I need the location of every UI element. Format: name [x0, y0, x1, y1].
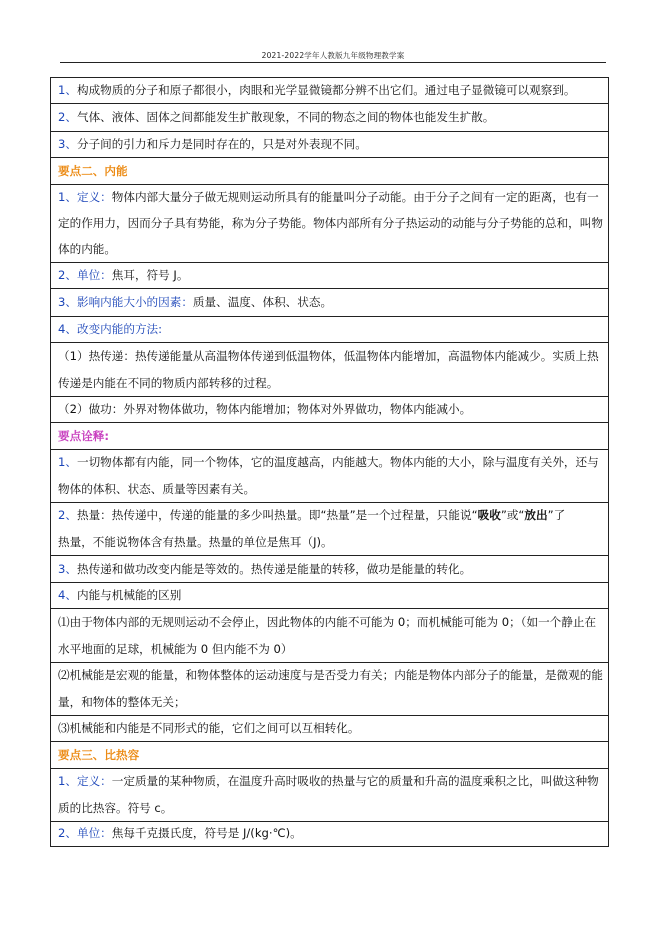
text-span: （1）热传递：热传递能量从高温物体传递到低温物体，低温物体内能增加，高温物体内能减少。实质上热	[58, 349, 599, 363]
row-text	[58, 136, 602, 152]
text-row	[51, 370, 608, 397]
text-row	[51, 476, 608, 503]
text-span: ⑶机械能和内能是不同形式的能，它们之间可以互相转化。	[58, 721, 360, 735]
text-row	[51, 583, 608, 609]
page-header: 2021-2022学年人教版九年级物理教学案	[261, 51, 405, 60]
term-label: 4、改变内能的方法:	[58, 322, 163, 336]
text-row	[51, 343, 608, 370]
text-span: 物体内部大量分子做无规则运动所具有的能量叫分子动能。由于分子之间有一定的距离，也有一	[111, 190, 599, 204]
text-row	[51, 503, 608, 529]
row-text	[58, 667, 602, 683]
section-heading: 要点三、比热容	[58, 748, 140, 762]
text-span: 热量：热传递中，传递的能量的多少叫热量。即“热量”是一个过程量，只能说“	[76, 508, 478, 522]
text-span: 构成物质的分子和原子都很小，肉眼和光学显微镜都分辨不出它们。通过电子显微镜可以观察到。	[76, 83, 576, 97]
text-row	[51, 211, 608, 236]
text-row	[51, 317, 608, 343]
text-span: 热传递和做功改变内能是等效的。热传递是能量的转移，做功是能量的转化。	[76, 562, 472, 576]
text-row	[51, 742, 608, 769]
term-label: 2、单位：	[58, 268, 112, 282]
text-span: 内能与机械能的区别	[76, 588, 182, 602]
text-span: ⑴由于物体内部的无规则运动不会停止，因此物体的内能不可能为 0；而机械能可能为 0；（如一个静止在	[58, 615, 597, 629]
text-span: ”或“	[500, 508, 525, 522]
text-row	[51, 769, 608, 795]
text-span: 传递是内能在不同的物质内部转移的过程。	[58, 376, 279, 390]
header-divider	[60, 62, 606, 63]
row-text	[58, 109, 602, 125]
text-span: 放出	[524, 508, 548, 522]
row-text	[58, 321, 602, 337]
text-span: 量，和物体的整体无关；	[58, 695, 186, 709]
text-row	[51, 716, 608, 742]
text-span: 定的作用力，因而分子具有势能，称为分子势能。物体内部所有分子热运动的动能与分子势能的总和，叫物	[58, 216, 603, 230]
row-text	[58, 800, 602, 816]
row-text	[58, 747, 602, 763]
item-number: 1、	[58, 83, 77, 97]
row-text	[58, 614, 602, 630]
row-text	[58, 215, 602, 231]
text-span: 一定质量的某种物质，在温度升高时吸收的热量与它的质量和升高的温度乘积之比，叫做这种物	[111, 774, 599, 788]
text-row	[51, 289, 608, 317]
text-span: ”了	[547, 508, 566, 522]
text-span: 分子间的引力和斥力是同时存在的，只是对外表现不同。	[76, 137, 367, 151]
row-text	[58, 720, 602, 736]
row-text	[58, 694, 602, 710]
text-span: 质的比热容。符号 c。	[58, 801, 173, 815]
item-number: 2、	[58, 508, 77, 522]
term-label: 1、定义：	[58, 774, 112, 788]
row-text	[58, 481, 602, 497]
row-text	[58, 825, 602, 841]
row-text	[58, 428, 602, 444]
item-number: 2、	[58, 110, 77, 124]
text-row	[51, 689, 608, 716]
text-row	[51, 236, 608, 263]
row-text	[58, 401, 602, 417]
text-row	[51, 609, 608, 636]
text-row	[51, 158, 608, 185]
text-span: 一切物体都有内能，同一个物体，它的温度越高，内能越大。物体内能的大小，除与温度有关外，还与	[76, 455, 599, 469]
row-text	[58, 454, 602, 470]
row-text	[58, 773, 602, 789]
text-span: （2）做功：外界对物体做功，物体内能增加；物体对外界做功，物体内能减小。	[58, 402, 472, 416]
text-span: 体的内能。	[58, 242, 116, 256]
row-text	[58, 267, 602, 283]
item-number: 1、	[58, 455, 77, 469]
item-number: 4、	[58, 588, 77, 602]
row-text	[58, 163, 602, 179]
row-text	[58, 375, 602, 391]
text-row	[51, 450, 608, 476]
row-text	[58, 534, 602, 550]
text-row	[51, 795, 608, 822]
row-text	[58, 189, 602, 205]
text-row	[51, 423, 608, 450]
text-row	[51, 822, 608, 846]
term-label: 1、定义：	[58, 190, 112, 204]
row-text	[58, 641, 602, 657]
item-number: 3、	[58, 137, 77, 151]
row-text	[58, 561, 602, 577]
content-table	[50, 77, 609, 847]
text-row	[51, 397, 608, 423]
text-row	[51, 78, 608, 104]
row-text	[58, 82, 602, 98]
text-span: 吸收	[477, 508, 501, 522]
row-text	[58, 507, 602, 523]
text-row	[51, 132, 608, 158]
text-span: 水平地面的足球，机械能为 0 但内能不为 0）	[58, 642, 293, 656]
row-text	[58, 348, 602, 364]
text-row	[51, 185, 608, 211]
text-row	[51, 636, 608, 663]
text-row	[51, 104, 608, 132]
text-span: 气体、液体、固体之间都能发生扩散现象，不同的物态之间的物体也能发生扩散。	[76, 110, 495, 124]
text-span: ⑵机械能是宏观的能量，和物体整体的运动速度与是否受力有关；内能是物体内部分子的能量，是微观的能	[58, 668, 603, 682]
section-heading: 要点二、内能	[58, 164, 128, 178]
text-span: 质量、温度、体积、状态。	[192, 295, 333, 309]
text-row	[51, 556, 608, 583]
text-row	[51, 663, 608, 689]
row-text	[58, 241, 602, 257]
text-row	[51, 529, 608, 556]
text-span: 焦耳，符号 J。	[111, 268, 189, 282]
row-text	[58, 587, 602, 603]
section-heading: 要点诠释:	[58, 429, 110, 443]
item-number: 3、	[58, 562, 77, 576]
text-span: 热量，不能说物体含有热量。热量的单位是焦耳（J)。	[58, 535, 333, 549]
text-row	[51, 263, 608, 289]
term-label: 3、影响内能大小的因素：	[58, 295, 193, 309]
row-text	[58, 294, 602, 310]
text-span: 焦每千克摄氏度，符号是 J/(kg·℃)。	[111, 826, 302, 840]
term-label: 2、单位：	[58, 826, 112, 840]
text-span: 物体的体积、状态、质量等因素有关。	[58, 482, 256, 496]
